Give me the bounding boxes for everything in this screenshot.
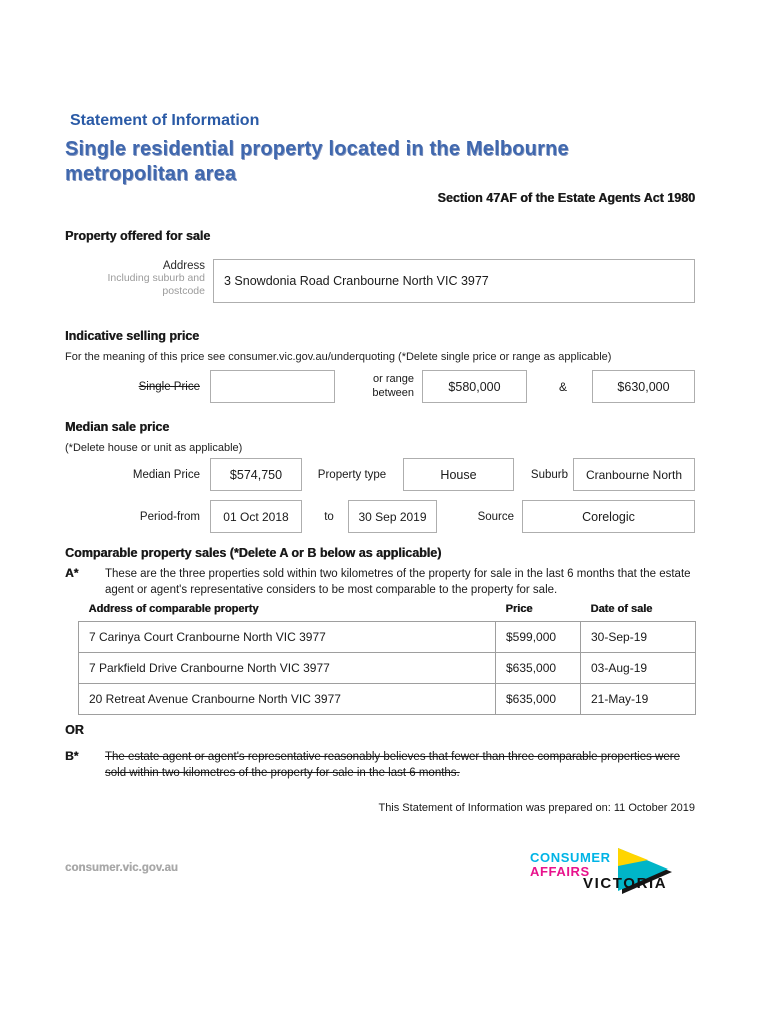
median-price-label: Median Price bbox=[132, 468, 200, 481]
table-row bbox=[79, 622, 696, 653]
heading-comparable-sales: Comparable property sales (*Delete A or B below as applicable) bbox=[65, 546, 442, 560]
period-to-field[interactable]: 30 Sep 2019 bbox=[348, 500, 437, 533]
suburb-field[interactable]: Cranbourne North bbox=[573, 458, 695, 491]
property-type-field[interactable]: House bbox=[403, 458, 514, 491]
suburb-label: Suburb bbox=[530, 468, 568, 481]
cell-date: 30-Sep-19 bbox=[581, 622, 696, 653]
median-price-field[interactable]: $574,750 bbox=[210, 458, 302, 491]
address-label-block bbox=[70, 260, 205, 298]
source-label: Source bbox=[477, 510, 514, 523]
cell-price: $635,000 bbox=[496, 653, 581, 684]
logo-victoria-text: VICTORIA bbox=[583, 875, 668, 892]
ampersand-label: & bbox=[558, 379, 567, 394]
address-label: Address bbox=[162, 260, 205, 272]
period-from-label: Period-from bbox=[139, 510, 200, 523]
header-date-of-sale: Date of sale bbox=[590, 603, 653, 615]
cell-date: 03-Aug-19 bbox=[581, 653, 696, 684]
comparable-sales-table bbox=[78, 601, 696, 715]
logo-consumer-text: CONSUMER bbox=[530, 850, 611, 865]
cell-date: 21-May-19 bbox=[581, 684, 696, 715]
cell-address: 20 Retreat Avenue Cranbourne North VIC 3977 bbox=[79, 684, 496, 715]
logo-affairs-text: AFFAIRS bbox=[530, 864, 590, 879]
table-row bbox=[79, 653, 696, 684]
range-to-field[interactable]: $630,000 bbox=[592, 370, 695, 403]
footer-website: consumer.vic.gov.au bbox=[65, 862, 178, 874]
or-range-label: or range between bbox=[372, 372, 414, 399]
heading-property-offered: Property offered for sale bbox=[65, 229, 211, 243]
property-type-label: Property type bbox=[317, 468, 387, 481]
cell-address: 7 Parkfield Drive Cranbourne North VIC 3977 bbox=[79, 653, 496, 684]
table-row bbox=[79, 684, 696, 715]
cell-address: 7 Carinya Court Cranbourne North VIC 3977 bbox=[79, 622, 496, 653]
indicative-price-note: For the meaning of this price see consumer.vic.gov.au/underquoting (*Delete single price or range as applicable) bbox=[65, 351, 612, 363]
section-reference: Section 47AF of the Estate Agents Act 1980 bbox=[437, 191, 695, 205]
prepared-on-text: This Statement of Information was prepared on: 11 October 2019 bbox=[378, 802, 695, 814]
or-label: OR bbox=[65, 723, 84, 737]
header-price: Price bbox=[505, 603, 533, 615]
consumer-affairs-victoria-logo bbox=[528, 848, 698, 898]
option-b-label: B* bbox=[65, 749, 79, 763]
page-subtitle: Single residential property located in the Melbourne metropolitan area bbox=[65, 138, 569, 185]
page-title: Statement of Information bbox=[70, 112, 260, 129]
header-address: Address of comparable property bbox=[88, 603, 259, 615]
option-b-text: The estate agent or agent's representative reasonably believes that fewer than three comparable properties were sold within two kilometres of the property for sale in the last 6 months. bbox=[105, 751, 680, 780]
median-sale-note: (*Delete house or unit as applicable) bbox=[65, 442, 243, 454]
period-from-field[interactable]: 01 Oct 2018 bbox=[210, 500, 302, 533]
table-header-row bbox=[79, 601, 696, 622]
cell-price: $599,000 bbox=[496, 622, 581, 653]
single-price-field[interactable] bbox=[210, 370, 335, 403]
option-a-text: These are the three properties sold within two kilometres of the property for sale in the last 6 months that the estate agent or agent's representative considers to be most comparable to the property for sale. bbox=[105, 568, 691, 597]
heading-median-sale: Median sale price bbox=[65, 420, 170, 434]
to-label: to bbox=[324, 510, 334, 523]
option-a-label: A* bbox=[65, 566, 79, 580]
cell-price: $635,000 bbox=[496, 684, 581, 715]
single-price-label: Single Price bbox=[138, 380, 200, 393]
address-field[interactable]: 3 Snowdonia Road Cranbourne North VIC 3977 bbox=[213, 259, 695, 303]
heading-indicative-price: Indicative selling price bbox=[65, 329, 200, 343]
range-from-field[interactable]: $580,000 bbox=[422, 370, 527, 403]
source-field[interactable]: Corelogic bbox=[522, 500, 695, 533]
address-sublabel: Including suburb and postcode bbox=[107, 272, 205, 298]
